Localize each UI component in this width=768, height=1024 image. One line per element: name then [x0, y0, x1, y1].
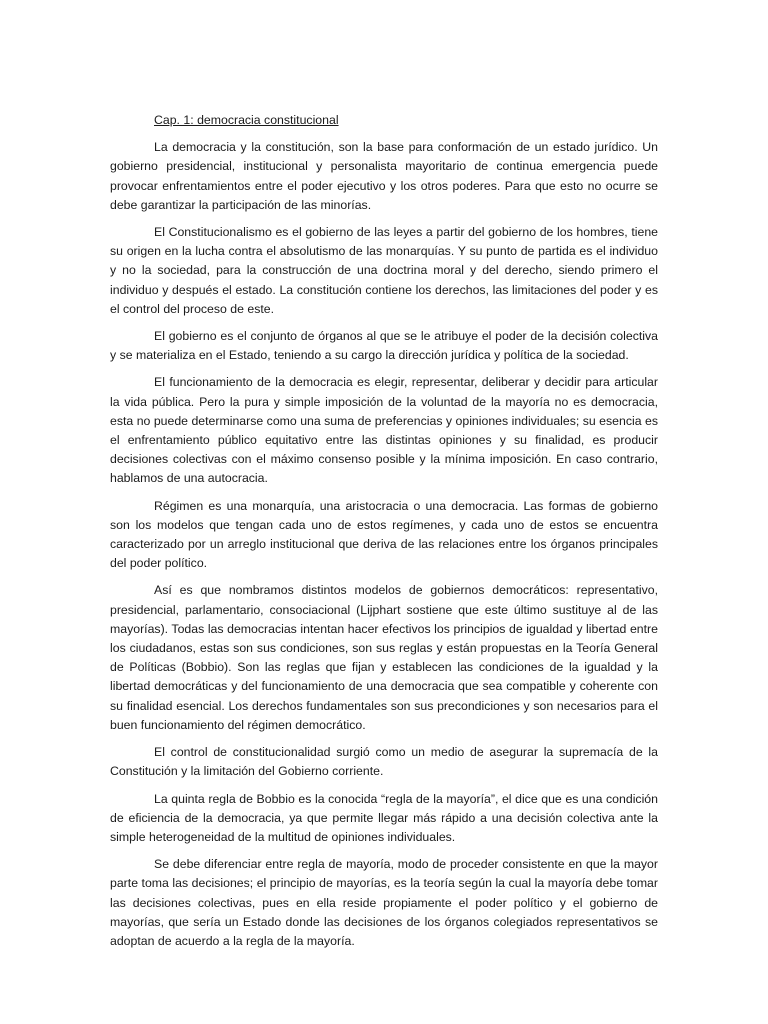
- paragraph-4: El funcionamiento de la democracia es elegir, representar, deliberar y decidir para articular la vida pública. Pero la pura y simple imposición de la voluntad de la mayoría no es democracia, esta no puede determinarse como una suma de preferencias y opiniones individuales; su esencia es el enfrentamiento público equitativo entre las distintas opiniones y su finalidad, es producir decisiones colectivas con el máximo consenso posible y la mínima imposición. En caso contrario, hablamos de una autocracia.: [110, 375, 658, 486]
- document-page: [110, 111, 658, 959]
- paragraph-7: El control de constitucionalidad surgió como un medio de asegurar la supremacía de la Constitución y la limitación del Gobierno corriente.: [110, 745, 658, 779]
- paragraph-8: La quinta regla de Bobbio es la conocida “regla de la mayoría”, el dice que es una condición de eficiencia de la democracia, ya que permite llegar más rápido a una decisión colectiva ante la simple heterogeneidad de la multitud de opiniones individuales.: [110, 791, 658, 844]
- paragraph-3: El gobierno es el conjunto de órganos al que se le atribuye el poder de la decisión colectiva y se materializa en el Estado, teniendo a su cargo la dirección jurídica y política de la sociedad.: [110, 329, 658, 363]
- paragraph-2: El Constitucionalismo es el gobierno de las leyes a partir del gobierno de los hombres, tiene su origen en la lucha contra el absolutismo de las monarquías. Y su punto de partida es el individuo y no la sociedad, para la construcción de una doctrina moral y del derecho, siendo primero el individuo y después el estado. La constitución contiene los derechos, las limitaciones del poder y es el control del proceso de este.: [110, 225, 658, 316]
- paragraph-5: Régimen es una monarquía, una aristocracia o una democracia. Las formas de gobierno son los modelos que tengan cada uno de estos regímenes, y cada uno de estos se encuentra caracterizado por un arreglo institucional que deriva de las relaciones entre los órganos principales del poder político.: [110, 498, 658, 571]
- paragraph-9: Se debe diferenciar entre regla de mayoría, modo de proceder consistente en que la mayor parte toma las decisiones; el principio de mayorías, es la teoría según la cual la mayoría debe tomar las decisiones colectivas, pues en ella reside propiamente el poder político y el gobierno de mayorías, que sería un Estado donde las decisiones de los órganos colegiados representativos se adoptan de acuerdo a la regla de la mayoría.: [110, 857, 658, 948]
- chapter-heading: Cap. 1: democracia constitucional: [154, 113, 339, 127]
- paragraph-1: La democracia y la constitución, son la base para conformación de un estado jurídico. Un gobierno presidencial, institucional y personalista mayoritario de continua emergencia puede provocar enfrentamientos entre el poder ejecutivo y los otros poderes. Para que esto no ocurre se debe garantizar la participación de las minorías.: [110, 140, 658, 212]
- paragraph-6: Así es que nombramos distintos modelos de gobiernos democráticos: representativo, presidencial, parlamentario, consociacional (Lijphart sostiene que este último sustituye al de las mayorías). Todas las democracias intentan hacer efectivos los principios de igualdad y libertad entre los ciudadanos, estas son sus condiciones, son sus reglas y están propuestas en la Teoría General de Políticas (Bobbio). Son las reglas que fijan y establecen las condiciones de la igualdad y la libertad democráticas y del funcionamiento de una democracia que sea compatible y coherente con su finalidad esencial. Los derechos fundamentales son sus precondiciones y son necesarios para el buen funcionamiento del régimen democrático.: [110, 583, 658, 732]
